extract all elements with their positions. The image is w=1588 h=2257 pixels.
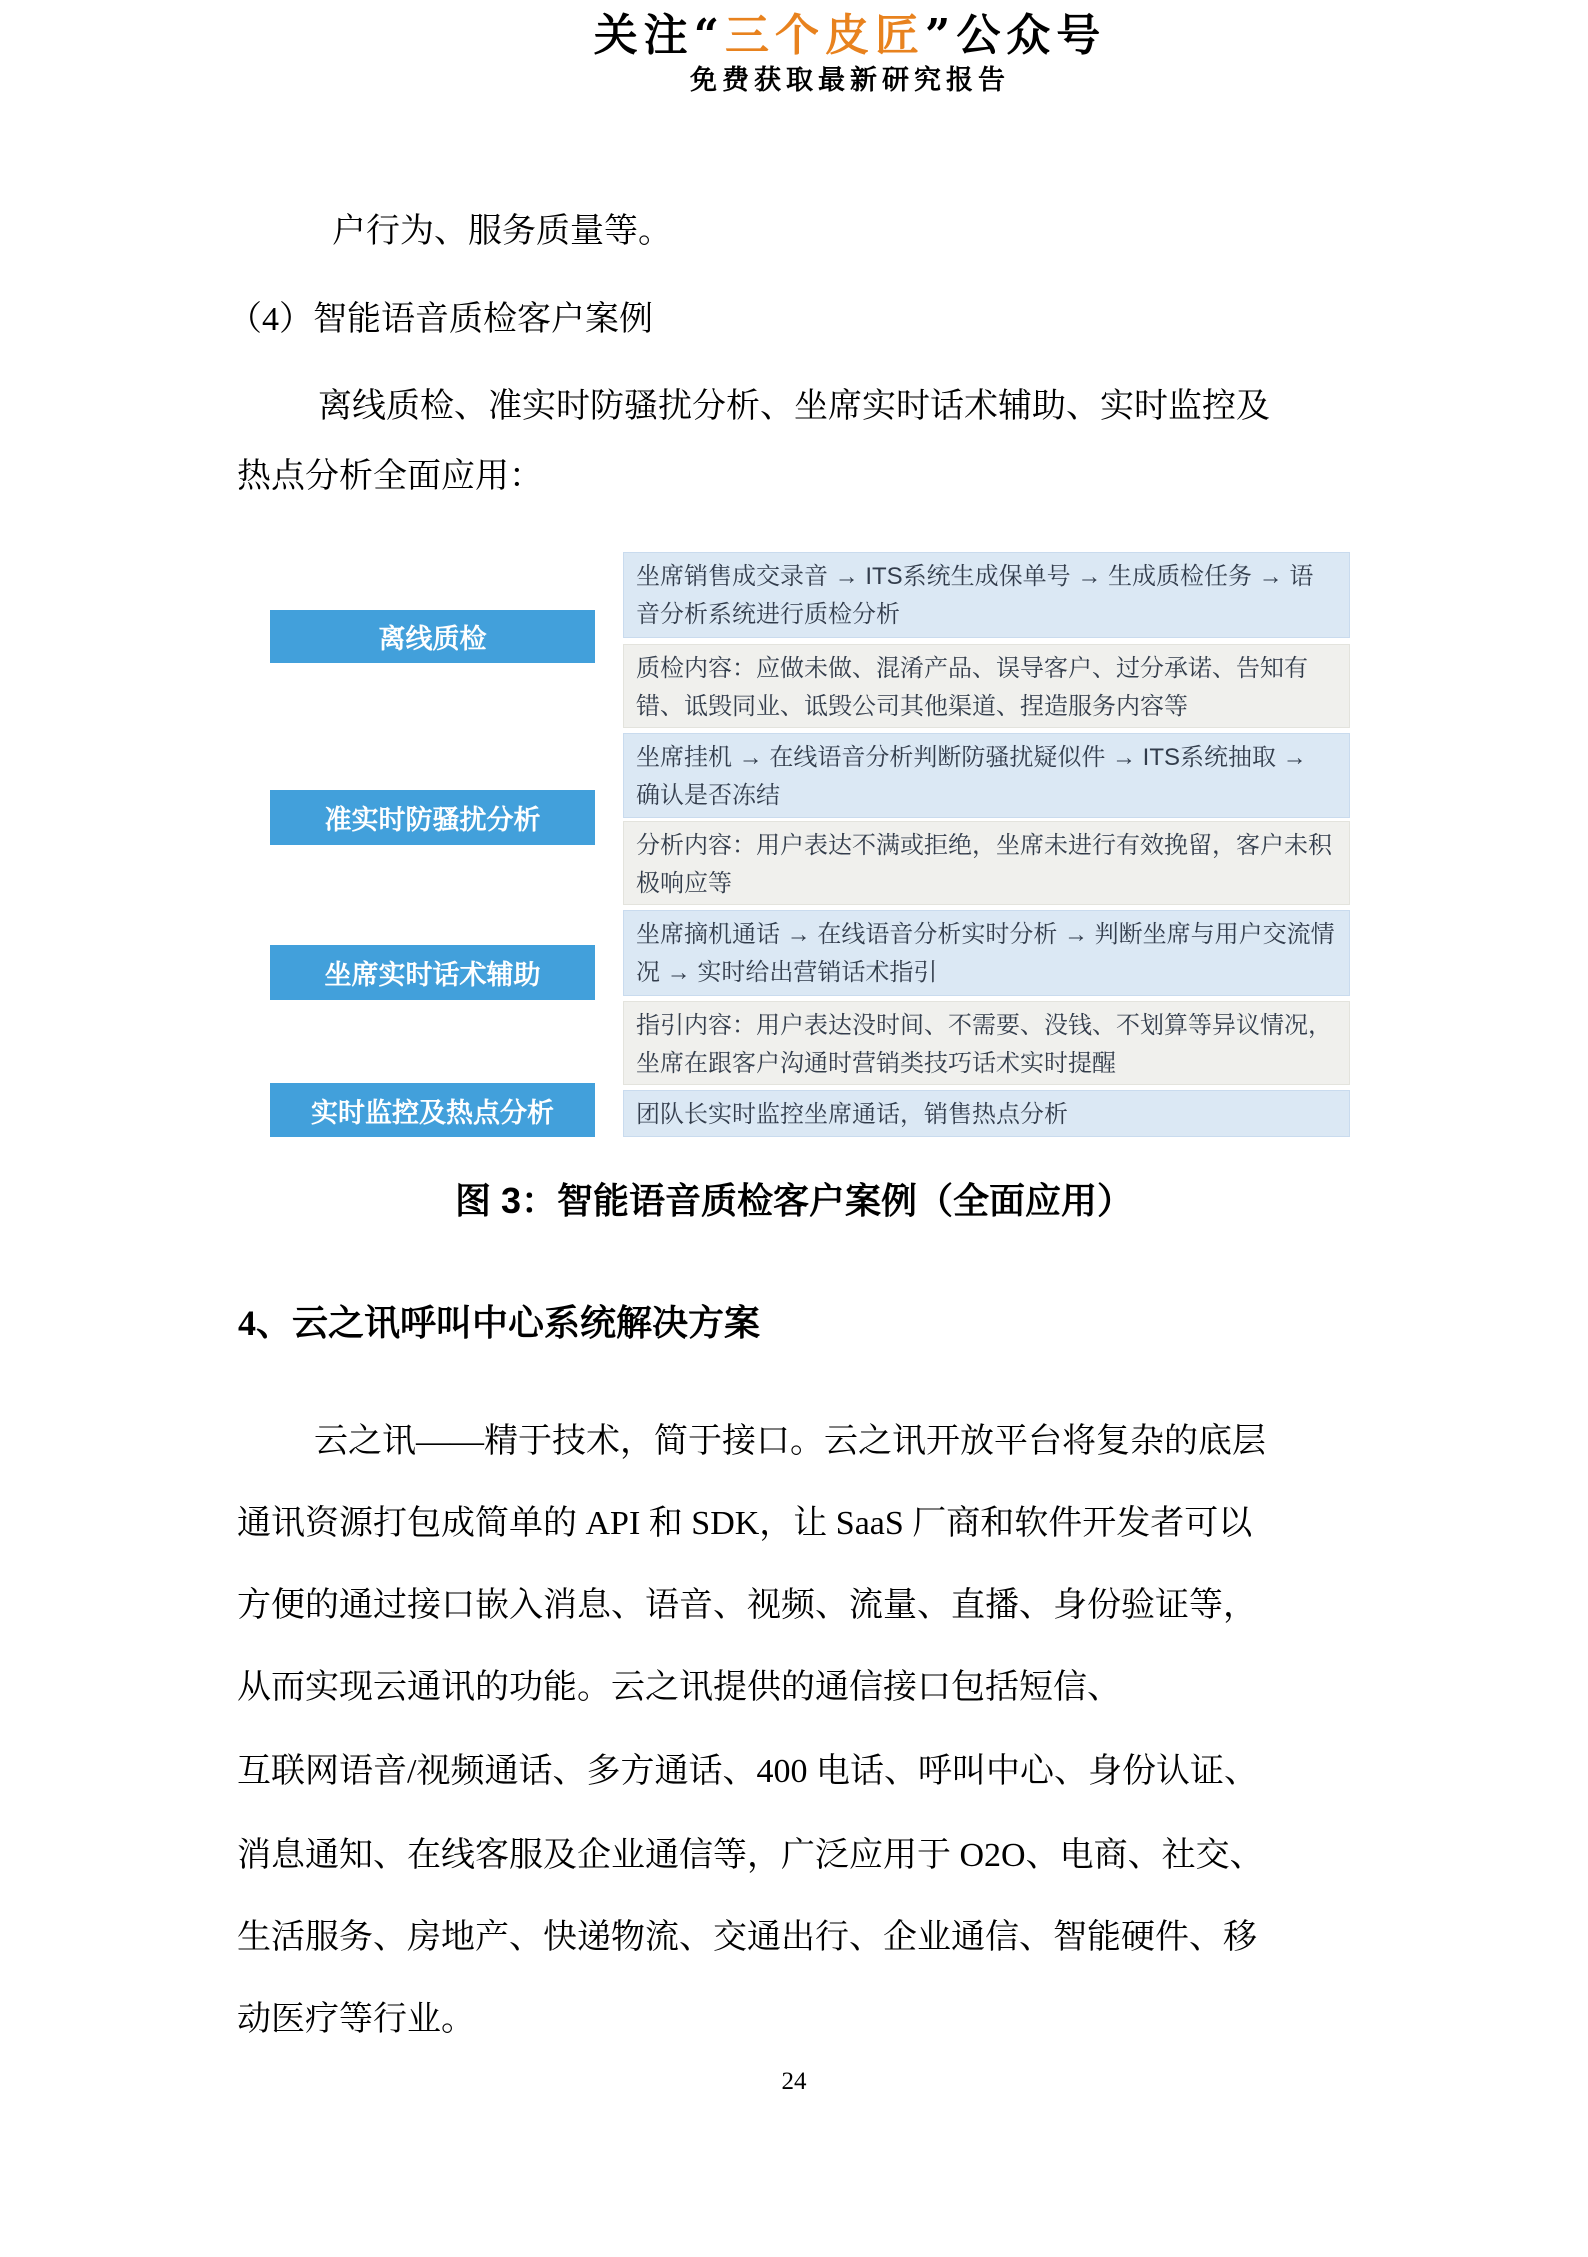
header-prefix: 关注 — [593, 10, 694, 61]
header-quote-close: ” — [925, 10, 957, 61]
figure-label-offline-qc: 离线质检 — [270, 610, 595, 663]
figure3-diagram — [265, 552, 1350, 1137]
figure-row-desc-3: 指引内容：用户表达没时间、不需要、没钱、不划算等异议情况，坐席在跟客户沟通时营销类技巧话术实时提醒 — [623, 1001, 1350, 1085]
figure-label-monitoring: 实时监控及热点分析 — [270, 1083, 595, 1137]
paragraph1-line2: 热点分析全面应用： — [237, 458, 543, 495]
figure-row-flow-4: 团队长实时监控坐席通话，销售热点分析 — [623, 1090, 1350, 1137]
page-number: 24 — [781, 2068, 807, 2095]
section-para-line: 消息通知、在线客服及企业通信等，广泛应用于 O2O、电商、社交、 — [237, 1837, 1264, 1874]
section-para-line: 通讯资源打包成简单的 API 和 SDK，让 SaaS 厂商和软件开发者可以 — [237, 1505, 1253, 1542]
figure-row-flow-3: 坐席摘机通话 → 在线语音分析实时分析 → 判断坐席与用户交流情况 → 实时给出营销话术指引 — [623, 910, 1350, 996]
continuation-text: 户行为、服务质量等。 — [332, 213, 672, 250]
figure-row-desc-2: 分析内容：用户表达不满或拒绝，坐席未进行有效挽留，客户未积极响应等 — [623, 821, 1350, 905]
figure-label-antiharass: 准实时防骚扰分析 — [270, 790, 595, 845]
section-para-line: 生活服务、房地产、快递物流、交通出行、企业通信、智能硬件、移 — [237, 1919, 1257, 1956]
figure3-caption: 图 3：智能语音质检客户案例（全面应用） — [454, 1180, 1134, 1221]
section4-heading: 4、云之讯呼叫中心系统解决方案 — [238, 1303, 761, 1343]
header-line2: 免费获取最新研究报告 — [690, 65, 1010, 96]
figure-row-flow-2: 坐席挂机 → 在线语音分析判断防骚扰疑似件 → ITS系统抽取 → 确认是否冻结 — [623, 733, 1350, 818]
header-quote-open: “ — [693, 10, 725, 61]
section-para-line: 云之讯——精于技术，简于接口。云之讯开放平台将复杂的底层 — [314, 1423, 1266, 1460]
figure-row-desc-1: 质检内容：应做未做、混淆产品、误导客户、过分承诺、告知有错、诋毁同业、诋毁公司其他渠道、捏造服务内容等 — [623, 644, 1350, 728]
page-header — [112, 10, 1588, 98]
header-brand-name: 三个皮匠 — [725, 10, 925, 61]
paragraph1-line1: 离线质检、准实时防骚扰分析、坐席实时话术辅助、实时监控及 — [318, 388, 1270, 425]
header-line1 — [112, 10, 1588, 62]
section-para-line: 方便的通过接口嵌入消息、语音、视频、流量、直播、身份验证等， — [237, 1587, 1257, 1624]
section-para-line: 互联网语音/视频通话、多方通话、400 电话、呼叫中心、身份认证、 — [237, 1753, 1258, 1790]
figure-label-script-assist: 坐席实时话术辅助 — [270, 945, 595, 1000]
section-para-line: 从而实现云通讯的功能。云之讯提供的通信接口包括短信、 — [237, 1669, 1121, 1706]
item4-heading: （4）智能语音质检客户案例 — [228, 301, 653, 338]
header-suffix: 公众号 — [956, 10, 1107, 61]
section-para-line: 动医疗等行业。 — [237, 2001, 475, 2038]
figure-row-flow-1: 坐席销售成交录音 → ITS系统生成保单号 → 生成质检任务 → 语音分析系统进行质检分析 — [623, 552, 1350, 638]
